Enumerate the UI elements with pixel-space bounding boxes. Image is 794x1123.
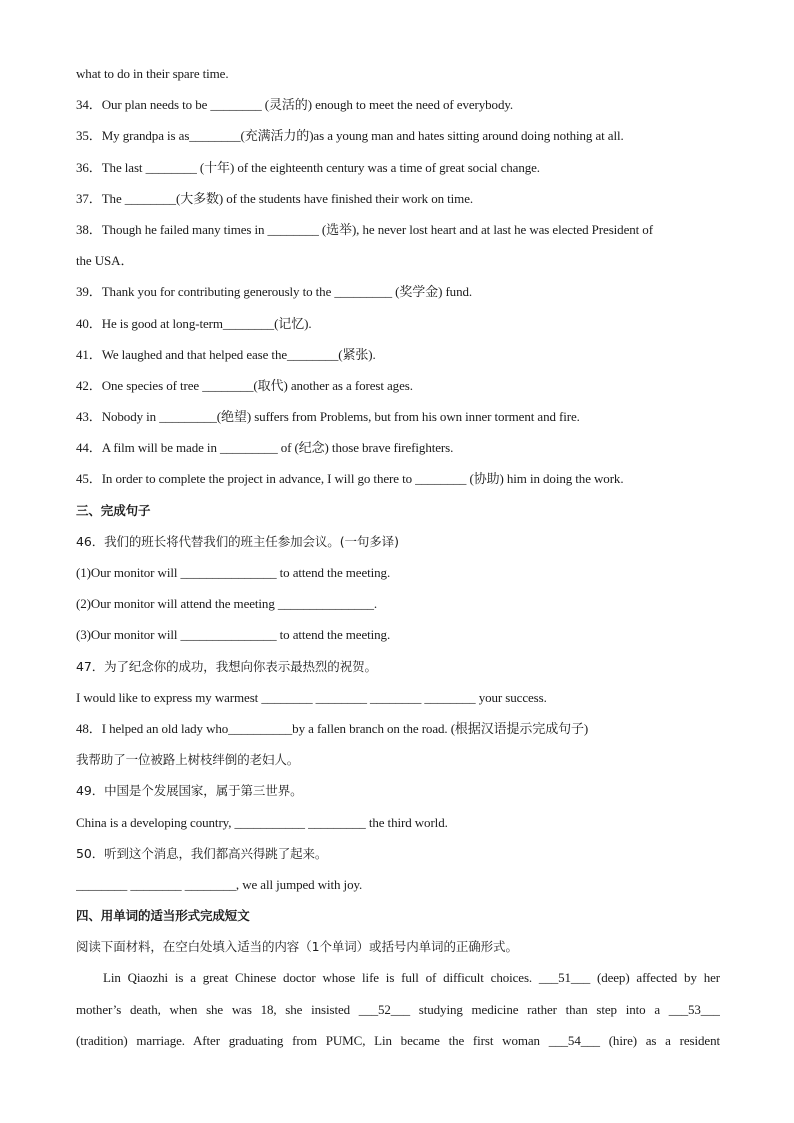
- question-50-answer: ________ ________ ________, we all jumped with joy.: [76, 876, 363, 892]
- passage-line-3: (tradition) marriage. After graduating from PUMC, Lin became the first woman ___54___ (hire) as a resident: [76, 1032, 720, 1048]
- question-43: 43．Nobody in _________(绝望) suffers from Problems, but from his own inner torment and fire.: [76, 409, 580, 425]
- question-38-continuation: the USA．: [76, 253, 134, 269]
- question-49: 49．中国是个发展国家，属于第三世界。: [76, 783, 303, 799]
- question-45: 45．In order to complete the project in advance, I will go there to ________ (协助) him in doing the work.: [76, 471, 624, 487]
- question-47: 47．为了纪念你的成功，我想向你表示最热烈的祝贺。: [76, 658, 377, 674]
- question-48-chinese: 我帮助了一位被路上树枝绊倒的老妇人。: [76, 752, 300, 768]
- question-42: 42．One species of tree ________(取代) another as a forest ages.: [76, 377, 413, 393]
- question-44: 44．A film will be made in _________ of (纪念) those brave firefighters.: [76, 440, 454, 456]
- section-heading-complete-sentences: 三、完成句子: [76, 502, 151, 518]
- passage-line-2: mother’s death, when she was 18, she insisted ___52___ studying medicine rather than step into a ___53___: [76, 1001, 720, 1017]
- question-35: 35．My grandpa is as________(充满活力的)as a young man and hates sitting around doing nothing at all.: [76, 128, 624, 144]
- question-36: 36．The last ________ (十年) of the eighteenth century was a time of great social change.: [76, 159, 540, 175]
- section-heading-word-forms: 四、用单词的适当形式完成短文: [76, 908, 250, 924]
- question-50: 50．听到这个消息，我们都高兴得跳了起来。: [76, 845, 328, 861]
- question-47-answer: I would like to express my warmest ________ ________ ________ ________ your success.: [76, 689, 547, 705]
- question-49-answer: China is a developing country, ___________ _________ the third world.: [76, 814, 448, 830]
- passage-line-1: Lin Qiaozhi is a great Chinese doctor whose life is full of difficult choices. ___51___ (deep) affected by her: [103, 970, 720, 986]
- question-46: 46．我们的班长将代替我们的班主任参加会议。(一句多译): [76, 533, 399, 549]
- question-33-continuation: what to do in their spare time.: [76, 66, 229, 81]
- document-page: [76, 58, 720, 1056]
- question-40: 40．He is good at long-term________(记忆).: [76, 315, 312, 331]
- question-41: 41．We laughed and that helped ease the________(紧张).: [76, 346, 376, 362]
- question-39: 39．Thank you for contributing generously to the _________ (奖学金) fund.: [76, 284, 473, 300]
- question-34: 34．Our plan needs to be ________ (灵活的) enough to meet the need of everybody.: [76, 97, 514, 113]
- question-46-part-2: (2)Our monitor will attend the meeting _______________.: [76, 596, 378, 612]
- question-46-part-3: (3)Our monitor will _______________ to attend the meeting.: [76, 627, 391, 643]
- instructions: 阅读下面材料，在空白处填入适当的内容（1个单词）或括号内单词的正确形式。: [76, 939, 518, 955]
- question-48: 48．I helped an old lady who__________by a fallen branch on the road. (根据汉语提示完成句子): [76, 720, 589, 736]
- question-46-part-1: (1)Our monitor will _______________ to attend the meeting.: [76, 565, 391, 580]
- question-37: 37．The ________(大多数) of the students have finished their work on time.: [76, 190, 474, 206]
- question-38: 38．Though he failed many times in ________ (选举), he never lost heart and at last he was elected President of: [76, 221, 653, 237]
